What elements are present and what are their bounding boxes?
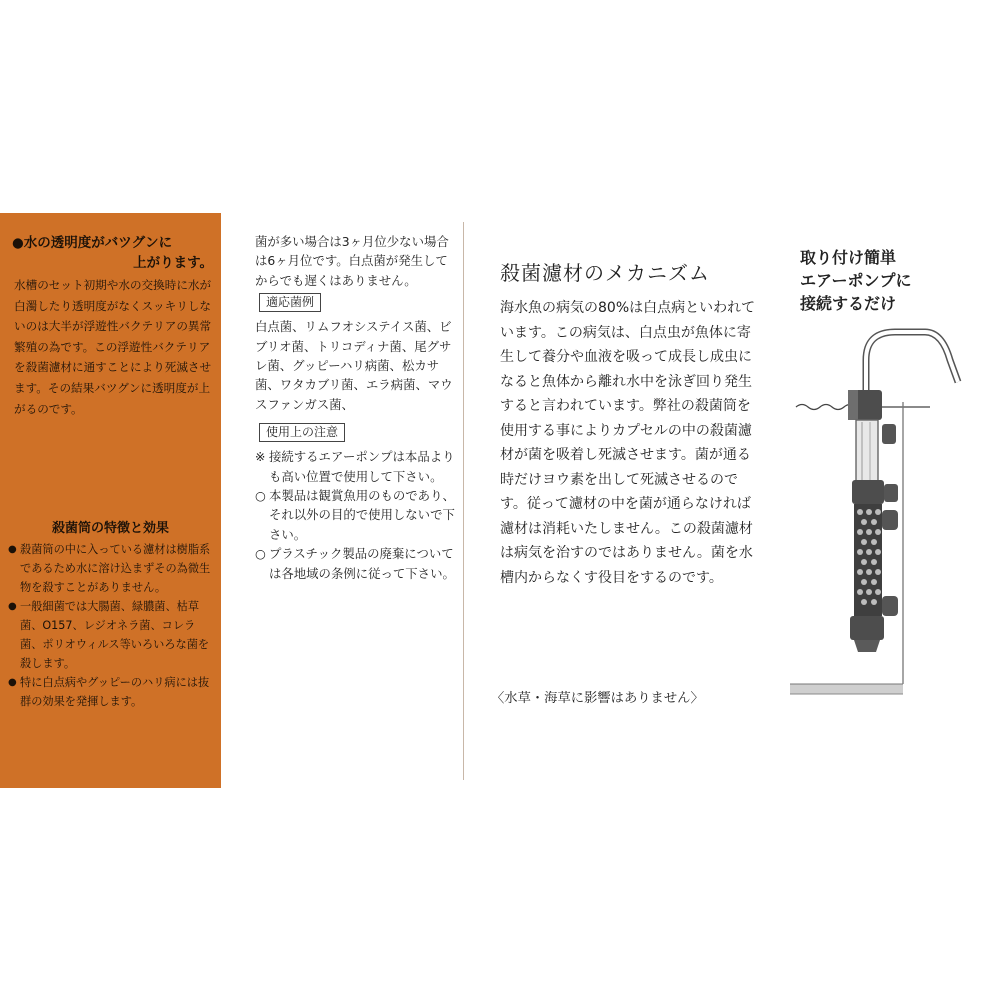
panel-headline [12,233,217,273]
mechanism-note: 〈水草・海草に影響はありません〉 [491,691,704,706]
panel-body-text: 水槽のセット初期や水の交換時に水が白濁したり透明度がなくスッキリしないのは大半が浮遊性バクテリアの異常繁殖の為です。この浮遊性バクテリアを殺菌濾材に通すことにより死滅させます。その結果バツグンに透明度が上がるのです。 [14,278,212,416]
caution-list [255,447,457,583]
bullet-icon: ● [8,677,17,688]
usage-caution-tag: 使用上の注意 [259,423,345,442]
bullet-icon: ● [8,544,17,555]
sterilizer-tube-icon [790,320,965,714]
list-item: ○ プラスチック製品の廃棄については各地域の条例に従って下さい。 [255,546,455,581]
mechanism-title: 殺菌濾材のメカニズム [500,261,710,285]
headline-line-1: ●水の透明度がバツグンに [12,235,173,251]
applicable-bacteria-tag: 適応菌例 [259,293,321,312]
orange-info-panel [0,213,221,788]
headline-line-2: 上がります。 [133,255,213,271]
column-divider [463,222,464,780]
list-item: ● 一般細菌では大腸菌、緑膿菌、枯草菌、O157、レジオネラ菌、コレラ菌、ポリオウィルス等いろいろな菌を殺します。 [8,597,217,673]
list-item: ● 特に白点病やグッピーのハリ病には抜群の効果を発揮します。 [8,673,217,711]
panel-subheading: 殺菌筒の特徴と効果 [51,521,169,536]
installation-caption: 取り付け簡単 エアーポンプに 接続するだけ [800,248,912,313]
duration-text: 菌が多い場合は3ヶ月位少ない場合は6ヶ月位です。白点菌が発生してからでも遅くはありません。 [255,234,449,288]
list-item: ● 殺菌筒の中に入っている濾材は樹脂系であるため水に溶け込まずその為微生物を殺すことがありません。 [8,540,217,597]
list-item: ※ 接続するエアーポンプは本品よりも高い位置で使用して下さい。 [255,449,455,484]
list-item: ○ 本製品は観賞魚用のものであり、それ以外の目的で使用しないで下さい。 [255,488,455,542]
bullet-icon: ● [8,601,17,612]
usage-column [255,232,457,583]
mechanism-body-text: 海水魚の病気の80%は白点病といわれています。この病気は、白点虫が魚体に寄生して養分や血液を吸って成長し成虫になると魚体から離れ水中を泳ぎ回り発生すると言われています。弊社の殺菌筒を使用する事によりカプセルの中の殺菌濾材が菌を吸着し死滅させます。菌が通る時だけヨウ素を出して死滅させるのです。従って濾材の中を菌が通らなければ濾材は消耗いたしません。この殺菌濾材は病気を治すのではありません。菌を水槽内からなくす役目をするのです。 [500,300,756,586]
applicable-bacteria-list: 白点菌、リムフオシステイス菌、ビブリオ菌、トリコディナ菌、尾グサレ菌、グッピーハリ病菌、松カサ菌、ワタカブリ菌、エラ病菌、マウスファンガス菌、 [255,319,453,412]
feature-list [8,540,217,711]
